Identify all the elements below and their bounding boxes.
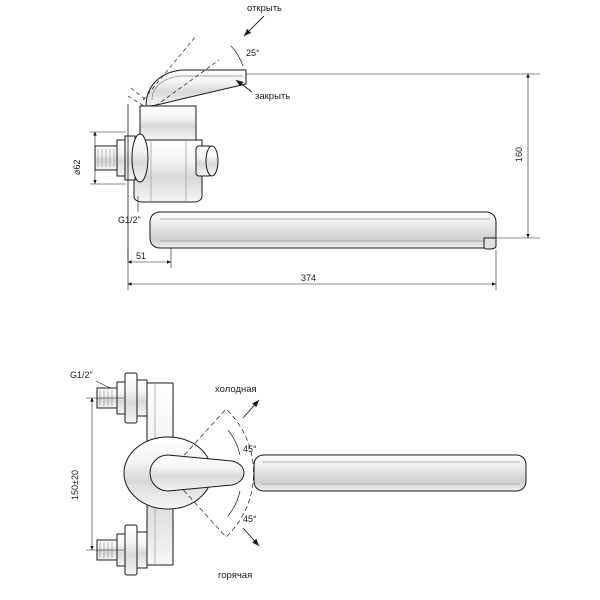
inlet-union-left [95,134,148,182]
label-dim-160: 160 [514,146,524,162]
label-thread-side: G1/2" [118,215,141,225]
label-hot: горячая [218,570,253,581]
label-diameter-62: ⌀62 [72,159,82,175]
label-angle-45-bottom: 45° [243,514,257,524]
side-elevation-view [72,3,540,290]
lever-handle-plan [150,455,244,491]
label-dim-374: 374 [301,273,317,283]
top-plan-view [70,370,526,581]
label-open: открыть [247,3,282,14]
label-thread-plan: G1/2" [70,370,93,380]
label-angle-45-top: 45° [243,444,257,454]
label-angle-25: 25° [246,48,260,58]
label-cold: холодная [215,384,257,395]
label-dim-51: 51 [136,251,147,261]
lever-handle [146,70,246,106]
label-center-distance: 150±20 [70,470,80,500]
spout-plan [254,455,526,491]
label-close: закрыть [255,91,291,102]
valve-cap-right [196,146,218,176]
spout [150,212,496,249]
